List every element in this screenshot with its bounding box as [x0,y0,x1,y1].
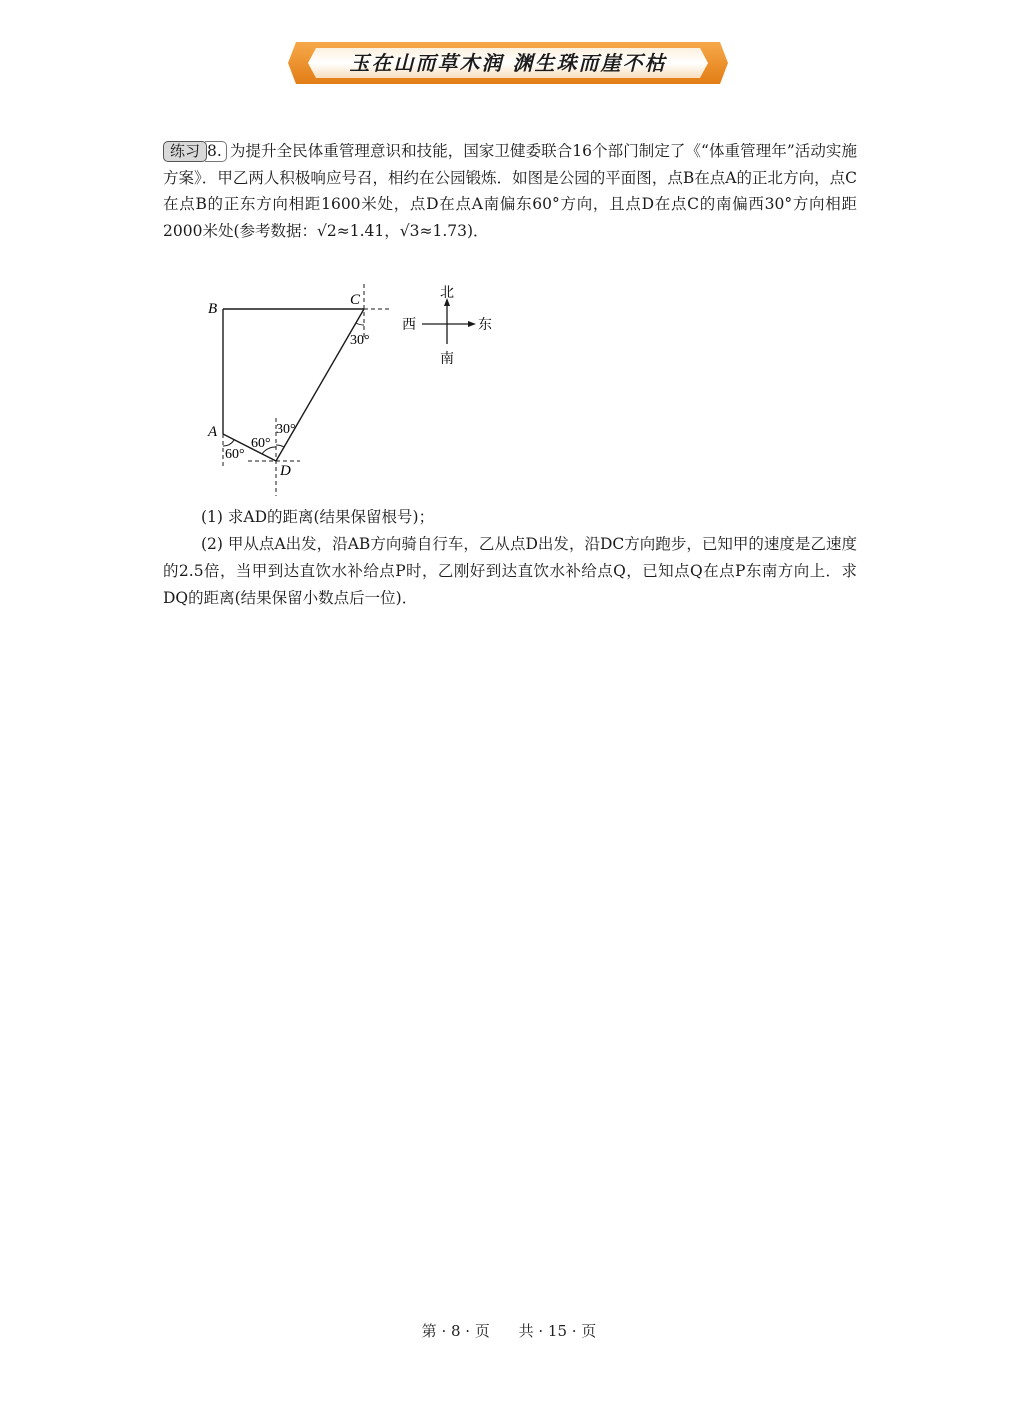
page-footer [0,1320,1018,1341]
label-point-c: C [350,292,361,308]
questions-block [163,504,857,612]
compass-north: 北 [440,285,454,301]
page-number: 第 · 8 · 页 [421,1322,490,1340]
arc-angle-c [356,323,364,325]
question-2: (2) 甲从点A出发，沿AB方向骑自行车，乙从点D出发，沿DC方向跑步，已知甲的速度是乙速度的2.5倍，当甲到达直饮水补给点P时，乙刚好到达直饮水补给点Q，已知点Q在点P东南方向上．求DQ的距离(结果保留小数点后一位)． [163,535,857,607]
label-angle-a: 60° [225,447,245,462]
geometry-figure [190,276,510,501]
arc-angle-a [223,440,234,446]
east-arrow-icon [468,321,476,327]
practice-tag: 练习 [163,141,207,162]
compass-south: 南 [440,351,454,367]
compass-west: 西 [402,317,416,333]
park-plan-diagram [190,276,510,501]
question-1: (1) 求AD的距离(结果保留根号)； [201,508,435,526]
label-point-d: D [280,463,291,479]
header-banner [288,42,728,84]
compass-icon [422,298,476,344]
banner-text: 玉在山而草木润 渊生珠而崖不枯 [349,51,667,75]
compass-east: 东 [478,317,492,333]
problem-statement [163,138,857,244]
label-angle-d-left: 60° [251,436,271,451]
total-pages: 共 · 15 · 页 [518,1322,597,1340]
label-point-b: B [208,301,218,317]
label-point-a: A [208,424,218,440]
segment-cd [276,309,364,461]
arc-angle-d-upper [276,445,284,447]
label-angle-c: 30° [350,333,370,348]
label-angle-d-upper: 30° [276,422,296,437]
problem-text: 为提升全民体重管理意识和技能，国家卫健委联合16个部门制定了《“体重管理年”活动实施方案》．甲乙两人积极响应号召，相约在公园锻炼．如图是公园的平面图，点B在点A的正北方向，点C在点B的正东方向相距1600米处，点D在点A南偏东60°方向，且点D在点C的南偏西30°方向相距2000米处(参考数据：√2≈1.41，√3≈1.73)． [163,142,857,240]
problem-number: 8. [205,141,227,162]
